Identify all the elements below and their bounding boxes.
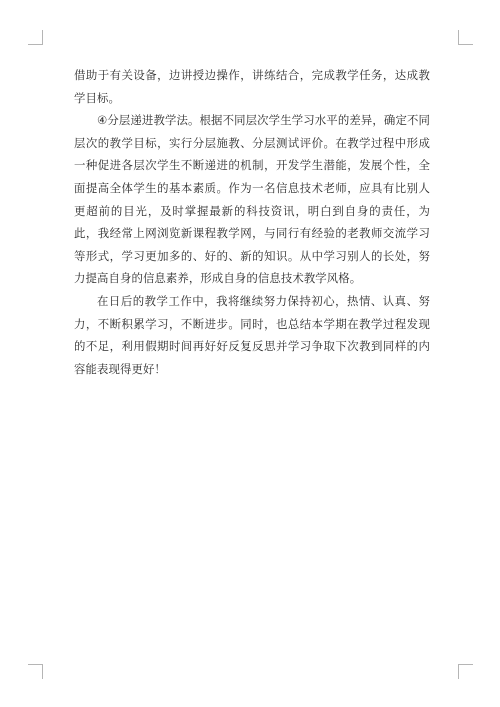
corner-mark-top-right [458, 30, 473, 45]
paragraph-layered-teaching: ④分层递进教学法。根据不同层次学生学习水平的差异，确定不同层次的教学目标，实行分层施教、分层测试评价。在教学过程中形成一种促进各层次学生不断递进的机制，开发学生潜能，发展个性，全面提高全体学生的基本素质。作为一名信息技术老师，应具有比别人更超前的目光，及时掌握最新的科技资讯，明白到自身的责任，为此，我经常上网浏览新课程教学网，与同行有经验的老教师交流学习等形式，学习更加多的、好的、新的知识。从中学习别人的长处，努力提高自身的信息素养，形成自身的信息技术教学风格。 [74, 113, 430, 286]
corner-mark-bottom-left [28, 664, 43, 679]
document-body [74, 64, 430, 380]
paragraph-continuation: 借助于有关设备，边讲授边操作，讲练结合，完成教学任务，达成教学目标。 [74, 68, 430, 105]
paragraph-future-work: 在日后的教学工作中，我将继续努力保持初心，热情、认真、努力，不断积累学习，不断进步。同时，也总结本学期在教学过程发现的不足，利用假期时间再好好反复反思并学习争取下次教到同样的内容能表现得更好！ [74, 293, 430, 376]
corner-mark-bottom-right [458, 664, 473, 679]
corner-mark-top-left [28, 30, 43, 45]
